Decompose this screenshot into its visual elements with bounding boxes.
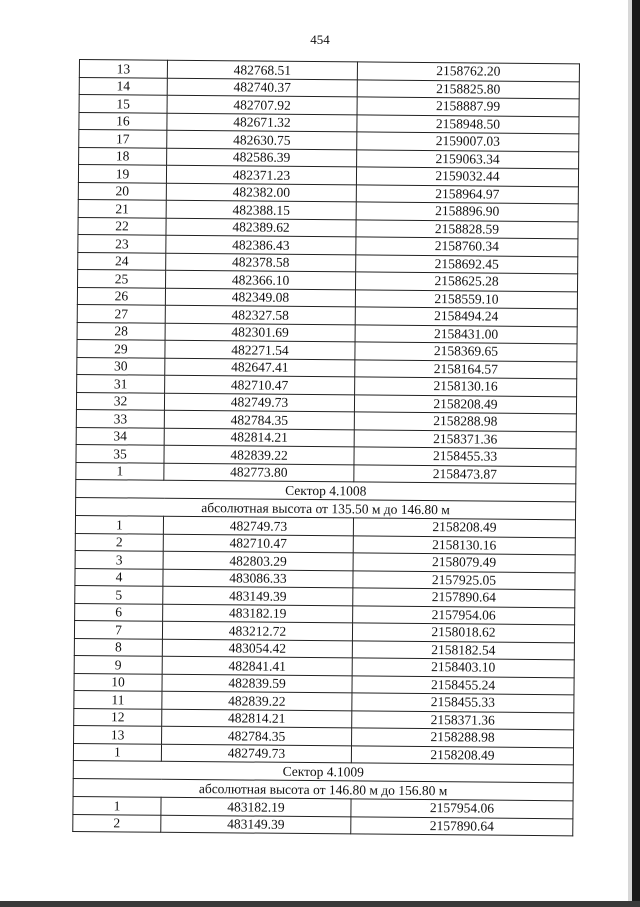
coordinate-y: 2158828.59 [356,219,578,238]
scan-edge [632,0,640,907]
coordinate-y: 2158964.97 [356,184,578,203]
coordinate-y: 2159007.03 [357,132,579,151]
coordinate-y: 2157890.64 [353,588,575,607]
coordinate-x: 483086.33 [163,569,353,588]
coordinate-y: 2158455.33 [352,693,574,712]
coordinate-y: 2158130.16 [353,535,575,554]
coordinate-y: 2157890.64 [351,816,573,835]
coordinate-y: 2158208.49 [354,394,576,413]
coordinate-x: 482271.54 [165,340,355,359]
point-number: 6 [75,603,163,621]
point-number: 31 [77,374,165,392]
coordinate-y: 2158371.36 [354,429,576,448]
point-number: 27 [77,304,165,322]
point-number: 30 [77,357,165,375]
coordinate-y: 2158208.49 [351,745,573,764]
point-number: 22 [78,217,166,235]
coordinate-x: 482386.43 [166,235,356,254]
coordinate-y: 2158371.36 [352,710,574,729]
section-title: Сектор 4.1008 [76,479,576,501]
coordinate-y: 2158455.33 [354,447,576,466]
point-number: 19 [78,165,166,183]
point-number: 28 [77,322,165,340]
point-number: 23 [78,234,166,252]
point-number: 33 [76,409,164,427]
coordinate-y: 2158494.24 [355,307,577,326]
coordinate-x: 482710.47 [163,534,353,553]
coordinate-y: 2158455.24 [352,675,574,694]
coordinate-x: 482749.73 [161,744,351,763]
coordinate-x: 482773.80 [164,463,354,482]
coordinate-x: 482630.75 [167,130,357,149]
coordinate-y: 2158369.65 [355,342,577,361]
coordinate-x: 482378.58 [166,253,356,272]
point-number: 24 [78,252,166,270]
coordinate-x: 482586.39 [167,148,357,167]
point-number: 14 [79,77,167,95]
coordinate-y: 2158079.49 [353,553,575,572]
point-number: 17 [79,130,167,148]
coordinate-y: 2158130.16 [355,377,577,396]
point-number: 16 [79,112,167,130]
coordinate-x: 482803.29 [163,551,353,570]
coordinate-x: 482389.62 [166,218,356,237]
point-number: 8 [74,638,162,656]
coordinate-x: 482671.32 [167,113,357,132]
point-number: 25 [78,269,166,287]
point-number: 29 [77,339,165,357]
coordinate-x: 482839.22 [162,691,352,710]
point-number: 34 [76,427,164,445]
point-number: 32 [76,392,164,410]
coordinate-x: 482784.35 [162,726,352,745]
section-subtitle: абсолютная высота от 146.80 м до 156.80 м [73,778,573,800]
point-number: 12 [74,708,162,726]
coordinate-y: 2158625.28 [355,272,577,291]
point-number: 2 [75,533,163,551]
coordinate-x: 482388.15 [166,200,356,219]
point-number: 5 [75,585,163,603]
coordinate-x: 482366.10 [166,270,356,289]
coordinate-x: 482839.22 [164,445,354,464]
coordinate-x: 483149.39 [163,586,353,605]
point-number: 13 [79,60,167,78]
coordinate-y: 2158403.10 [352,658,574,677]
point-number: 35 [76,444,164,462]
coordinate-x: 482768.51 [167,60,357,79]
page-number: 454 [310,32,330,47]
section-title: Сектор 4.1009 [73,760,573,782]
section-subtitle: абсолютная высота от 135.50 м до 146.80 м [76,497,576,519]
scan-edge-bottom [0,901,640,907]
point-number: 3 [75,550,163,568]
point-number: 1 [76,462,164,480]
coordinate-y: 2157954.06 [353,605,575,624]
point-number: 10 [74,673,162,691]
point-number: 1 [75,515,163,533]
coordinate-y: 2158948.50 [357,114,579,133]
coordinate-x: 482349.08 [165,288,355,307]
coordinate-y: 2158208.49 [353,518,575,537]
coordinate-y: 2159032.44 [356,167,578,186]
coordinate-x: 482710.47 [165,375,355,394]
coordinate-x: 482647.41 [165,358,355,377]
coordinates-table [72,59,580,836]
table-row [73,814,573,836]
point-number: 7 [74,620,162,638]
coordinate-x: 483149.39 [161,815,351,834]
point-number: 26 [77,287,165,305]
coordinate-y: 2158760.34 [356,237,578,256]
coordinate-x: 482839.59 [162,674,352,693]
coordinate-x: 483182.19 [161,797,351,816]
coordinate-y: 2158473.87 [354,464,576,483]
coordinate-y: 2157925.05 [353,570,575,589]
coordinate-y: 2158896.90 [356,202,578,221]
coordinate-y: 2157954.06 [351,799,573,818]
coordinate-x: 482371.23 [166,165,356,184]
coordinate-y: 2158692.45 [356,254,578,273]
point-number: 20 [78,182,166,200]
point-number: 21 [78,199,166,217]
point-number: 15 [79,95,167,113]
coordinate-y: 2158431.00 [355,324,577,343]
coordinate-x: 482327.58 [165,305,355,324]
point-number: 1 [73,743,161,761]
point-number: 4 [75,568,163,586]
coordinate-y: 2158559.10 [355,289,577,308]
coordinate-x: 482814.21 [162,709,352,728]
point-number: 1 [73,796,161,814]
coordinate-y: 2158762.20 [357,62,579,81]
point-number: 18 [79,147,167,165]
coordinate-x: 482740.37 [167,78,357,97]
coordinate-x: 483182.19 [163,604,353,623]
point-number: 13 [74,725,162,743]
coordinates-table-body [73,60,580,836]
coordinate-x: 482707.92 [167,95,357,114]
coordinate-x: 482784.35 [164,410,354,429]
coordinate-y: 2158164.57 [355,359,577,378]
coordinate-y: 2158887.99 [357,97,579,116]
coordinate-y: 2158288.98 [354,412,576,431]
coordinate-x: 483054.42 [162,639,352,658]
coordinate-y: 2158288.98 [352,728,574,747]
coordinate-x: 482814.21 [164,428,354,447]
coordinate-x: 482382.00 [166,183,356,202]
coordinate-x: 482301.69 [165,323,355,342]
point-number: 9 [74,655,162,673]
coordinate-y: 2158825.80 [357,79,579,98]
coordinate-x: 482749.73 [163,516,353,535]
coordinate-y: 2158182.54 [352,640,574,659]
point-number: 2 [73,814,161,832]
point-number: 11 [74,690,162,708]
coordinate-x: 483212.72 [162,621,352,640]
coordinate-y: 2158018.62 [352,623,574,642]
coordinate-x: 482841.41 [162,656,352,675]
coordinate-x: 482749.73 [164,393,354,412]
coordinate-y: 2159063.34 [357,149,579,168]
